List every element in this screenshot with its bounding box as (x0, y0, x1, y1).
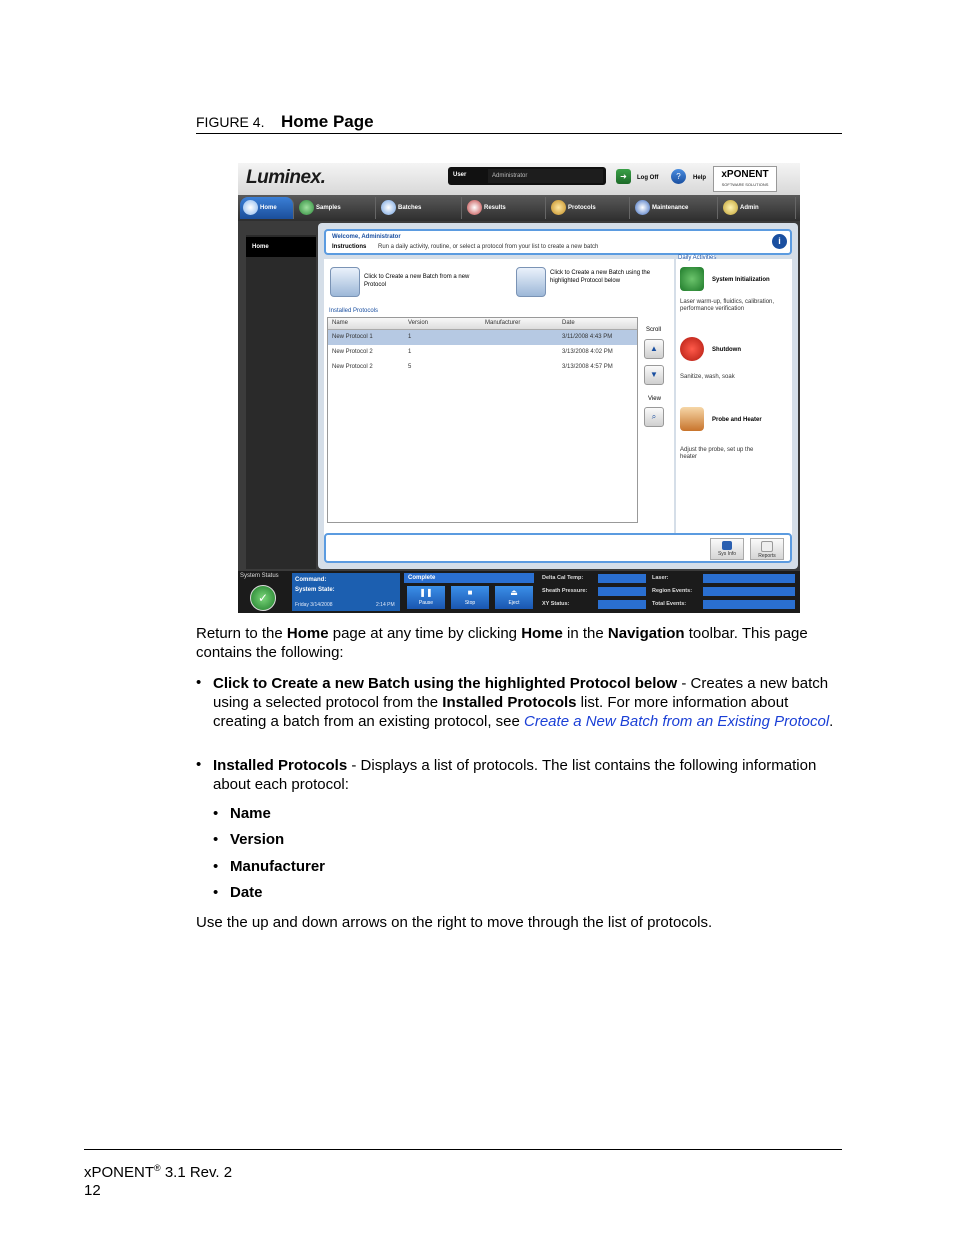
closing-paragraph: Use the up and down arrows on the right to move through the list of protocols. (196, 914, 713, 931)
probe-heater-description: Adjust the probe, set up the heater (680, 447, 754, 460)
intro-paragraph: Return to the Home page at any time by clicking Home in the Navigation toolbar. This page contains the following: (196, 625, 808, 661)
home-icon (243, 200, 258, 215)
user-value: Administrator (488, 169, 603, 183)
welcome-title: Welcome, Administrator (332, 234, 401, 240)
batches-icon (381, 200, 396, 215)
region-events-value (703, 587, 795, 596)
sub-item-version: Version (230, 831, 285, 848)
home-panel (318, 223, 798, 569)
column-name[interactable]: Name (332, 320, 349, 326)
laser-value (703, 574, 795, 583)
figure-number: FIGURE 4. (196, 114, 265, 130)
shutdown-label[interactable]: Shutdown (712, 347, 741, 353)
table-header (328, 318, 637, 330)
stop-button[interactable]: ■ Stop (451, 586, 489, 609)
reports-button[interactable]: Reports (750, 538, 784, 560)
log-off-label[interactable]: Log Off (637, 175, 659, 181)
protocols-icon (551, 200, 566, 215)
create-batch-link[interactable]: Create a New Batch from an Existing Protocol (524, 713, 830, 730)
results-icon (467, 200, 482, 215)
help-icon[interactable]: ? (671, 169, 686, 184)
xponent-name: xPONENT (721, 169, 769, 180)
create-new-batch-icon[interactable] (330, 267, 360, 297)
sub-bullet-marker: • (213, 805, 219, 822)
progress-bar (404, 573, 534, 583)
scroll-label: Scroll (646, 327, 662, 333)
pause-button[interactable]: ❚❚ Pause (407, 586, 445, 609)
tab-results[interactable]: Results (464, 197, 546, 219)
help-label[interactable]: Help (693, 175, 707, 181)
tab-maintenance[interactable]: Maintenance (632, 197, 718, 219)
probe-heater-icon[interactable] (680, 407, 704, 431)
total-events-value (703, 600, 795, 609)
system-status-label: System Status (240, 573, 279, 579)
sub-bullet-marker: • (213, 831, 219, 848)
tab-protocols[interactable]: Protocols (548, 197, 630, 219)
figure-title: Home Page (281, 112, 374, 131)
create-highlighted-batch-label[interactable]: Click to Create a new Batch using the highlighted Protocol below (550, 270, 651, 284)
xy-status-value (598, 600, 646, 609)
arrow-up-icon: ▲ (650, 344, 658, 353)
maintenance-icon (635, 200, 650, 215)
sheath-pressure-value (598, 587, 646, 596)
installed-protocols-label: Installed Protocols (329, 308, 379, 314)
total-events-label: Total Events: (652, 601, 687, 607)
figure-caption (196, 111, 842, 134)
navigation-toolbar (238, 195, 800, 221)
sub-item-manufacturer: Manufacturer (230, 858, 326, 875)
user-label: User (453, 172, 467, 178)
bullet-installed-protocols: Installed Protocols - Displays a list of protocols. The list contains the following information about each protocol: (213, 757, 817, 793)
welcome-box (324, 229, 792, 255)
shutdown-icon[interactable] (680, 337, 704, 361)
system-initialization-label[interactable]: System Initialization (712, 277, 770, 283)
bullet-marker: • (196, 756, 202, 773)
command-label: Command: (295, 577, 327, 583)
status-date: Friday 3/14/2008 (295, 602, 333, 608)
column-version[interactable]: Version (408, 320, 429, 326)
sidebar-item-home[interactable]: Home (246, 237, 316, 257)
progress-label: Complete (408, 575, 436, 581)
probe-heater-label[interactable]: Probe and Heater (712, 417, 762, 423)
xponent-subtitle: SOFTWARE SOLUTIONS (721, 182, 769, 187)
admin-icon (723, 200, 738, 215)
system-state-label: System State: (295, 587, 335, 593)
scroll-down-button[interactable] (644, 365, 664, 385)
instructions-text: Run a daily activity, routine, or select a protocol from your list to create a new batch (378, 244, 599, 250)
installed-protocols-table (327, 317, 638, 523)
stop-icon: ■ (467, 588, 473, 597)
view-button[interactable] (644, 407, 664, 427)
system-status-bar (238, 571, 800, 613)
table-row[interactable]: New Protocol 2 5 3/13/2008 4:57 PM (332, 364, 613, 370)
sys-info-button[interactable]: Sys Info (710, 538, 744, 560)
main-content (324, 259, 674, 559)
status-time: 2:14 PM (376, 602, 395, 608)
sub-bullet-marker: • (213, 884, 219, 901)
command-box (292, 573, 400, 611)
app-header (238, 163, 800, 195)
table-row[interactable]: New Protocol 1 1 3/11/2008 4:43 PM (328, 330, 637, 345)
instructions-label: Instructions (332, 244, 367, 250)
daily-activities (676, 255, 792, 559)
shutdown-description: Sanitize, wash, soak (680, 374, 735, 380)
log-off-icon[interactable]: ➜ (616, 169, 631, 184)
eject-icon: ⏏ (510, 588, 518, 597)
sub-bullet-marker: • (213, 858, 219, 875)
magnifier-icon: ⌕ (651, 412, 657, 421)
page-number: 12 (84, 1182, 101, 1199)
daily-activities-label: Daily Activities (678, 255, 717, 261)
column-manufacturer[interactable]: Manufacturer (485, 320, 521, 326)
system-initialization-icon[interactable] (680, 267, 704, 291)
sidebar (246, 235, 316, 569)
info-icon[interactable]: i (772, 234, 787, 249)
xy-status-label: XY Status: (542, 601, 570, 607)
create-new-batch-label[interactable]: Click to Create a new Batch from a new Protocol (364, 274, 470, 288)
scroll-up-button[interactable] (644, 339, 664, 359)
reports-icon (761, 541, 773, 552)
footer-product: xPONENT® 3.1 Rev. 2 (84, 1163, 233, 1181)
pause-icon: ❚❚ (419, 588, 433, 597)
xponent-logo (713, 166, 777, 192)
sub-item-date: Date (230, 884, 263, 901)
bottom-toolbar (324, 533, 792, 563)
laser-label: Laser: (652, 575, 669, 581)
system-initialization-description: Laser warm-up, fluidics, calibration, performance verification (680, 299, 775, 312)
table-row[interactable]: New Protocol 2 1 3/13/2008 4:02 PM (332, 349, 613, 355)
arrow-down-icon: ▼ (650, 370, 658, 379)
user-box (448, 167, 606, 185)
delta-cal-temp-value (598, 574, 646, 583)
bullet-marker: • (196, 674, 202, 691)
footer-rule (84, 1149, 842, 1150)
create-highlighted-batch-icon[interactable] (516, 267, 546, 297)
status-ok-icon: ✓ (250, 585, 276, 611)
sheath-pressure-label: Sheath Pressure: (542, 588, 588, 594)
delta-cal-temp-label: Delta Cal Temp: (542, 575, 584, 581)
column-date[interactable]: Date (562, 320, 575, 326)
bullet-create-batch: Click to Create a new Batch using the highlighted Protocol below - Creates a new batch using a selected protocol from the Installed Protocols list. For more information about creating a batch from an existing protocol, see Create a New Batch from an Existing Protocol. (213, 675, 834, 730)
screenshot-figure (238, 163, 800, 613)
tab-home[interactable]: Home (240, 197, 294, 219)
luminex-logo: Luminex. (246, 167, 326, 188)
sys-info-icon (722, 541, 732, 550)
view-label: View (648, 396, 661, 402)
sub-item-name: Name (230, 805, 271, 822)
tab-admin[interactable]: Admin (720, 197, 796, 219)
eject-button[interactable]: ⏏ Eject (495, 586, 533, 609)
tab-samples[interactable]: Samples (296, 197, 376, 219)
tab-batches[interactable]: Batches (378, 197, 462, 219)
region-events-label: Region Events: (652, 588, 693, 594)
samples-icon (299, 200, 314, 215)
